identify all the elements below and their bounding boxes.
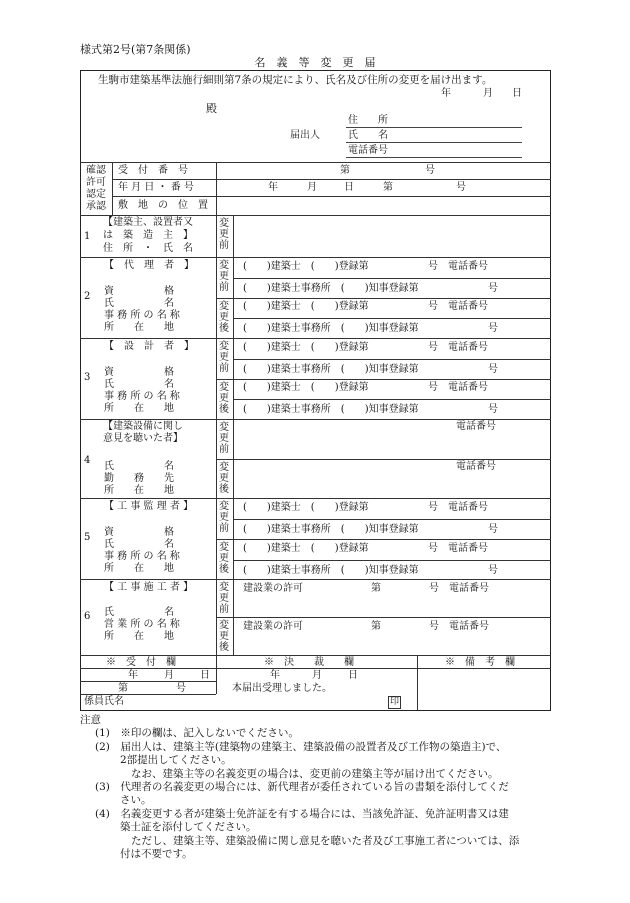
receipt-column-header: ※ 受 付 欄 xyxy=(106,657,176,668)
site-location-label: 敷 地 の 位 置 xyxy=(118,200,208,211)
decision-column-header: ※ 決 裁 欄 xyxy=(264,657,354,668)
receipt-number-dai: 第 xyxy=(340,165,350,176)
seal-mark: 印 xyxy=(389,697,399,707)
receipt-number-go: 号 xyxy=(425,165,435,176)
section-number: 1 xyxy=(84,231,91,242)
applicant-name-label: 氏 名 xyxy=(348,130,388,141)
notes-heading: 注意 xyxy=(80,714,101,726)
form-number: 様式第2号(第7条関係) xyxy=(80,43,191,56)
applicant-phone-label: 電話番号 xyxy=(348,145,388,156)
addressee: 殿 xyxy=(206,102,217,115)
intro-text: 生駒市建築基準法施行細則第7条の規定により、氏名及び住所の変更を届け出ます。 xyxy=(98,74,493,86)
accepted-text: 本届出受理しました。 xyxy=(232,683,332,694)
change-label: 変更前 xyxy=(219,218,229,251)
date-number-label: 年 月 日 ・ 番 号 xyxy=(118,182,194,193)
date-day[interactable]: 日 xyxy=(512,88,522,99)
date-month[interactable]: 月 xyxy=(483,88,493,99)
applicant-address-field[interactable] xyxy=(346,127,522,128)
remarks-column-header: ※ 備 考 欄 xyxy=(445,657,515,668)
applicant-label: 届出人 xyxy=(290,130,320,141)
page-title: 名 義 等 変 更 届 xyxy=(254,56,376,69)
date-year[interactable]: 年 xyxy=(441,88,451,99)
applicant-name-field[interactable] xyxy=(346,142,522,143)
receipt-number-label: 受 付 番 号 xyxy=(118,165,188,176)
confirm-side-labels: 確認 許可 認定 承認 xyxy=(86,165,106,212)
applicant-address-label: 住 所 xyxy=(348,115,388,126)
staff-name-label: 係員氏名 xyxy=(84,696,124,707)
applicant-phone-field[interactable] xyxy=(346,157,522,158)
